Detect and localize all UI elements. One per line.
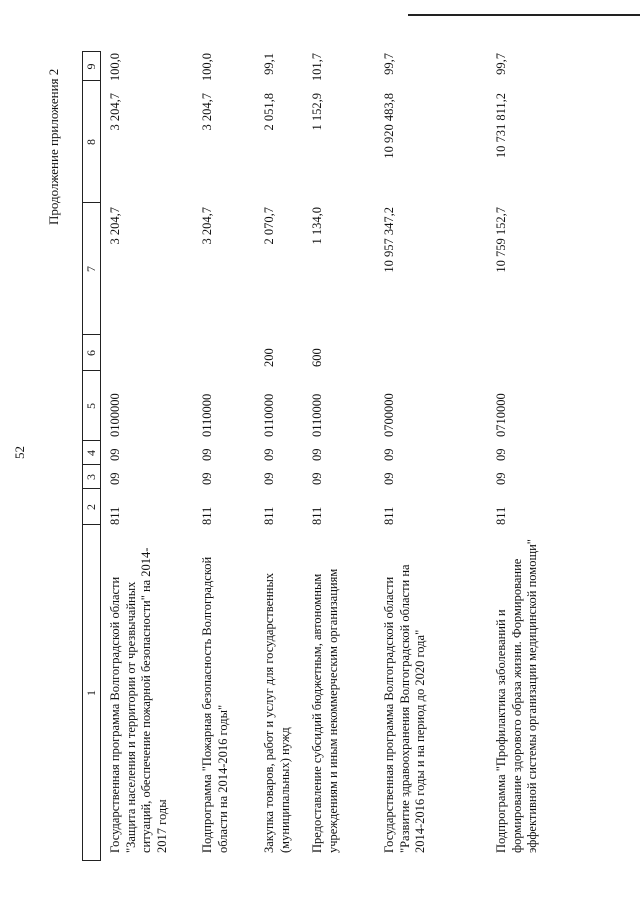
col-header: 9: [84, 63, 98, 70]
col-header: 2: [84, 504, 98, 510]
cell-c2: 811: [382, 506, 396, 525]
cell-c7: 3 204,7: [200, 207, 214, 245]
cell-c4: 09: [382, 448, 396, 461]
cell-c8: 2 051,8: [262, 93, 276, 131]
cell-c8: 10 731 811,2: [494, 93, 508, 159]
cell-c4: 09: [200, 448, 214, 461]
col-header: 8: [84, 139, 98, 145]
cell-c8: 10 920 483,8: [382, 93, 396, 159]
cell-c9: 99,7: [494, 53, 508, 75]
cell-c3: 09: [494, 472, 508, 485]
cell-c4: 09: [494, 448, 508, 461]
col-header: 3: [84, 474, 98, 480]
col-header: 4: [84, 450, 98, 456]
cell-c5: 0110000: [310, 393, 324, 437]
cell-c5: 0110000: [262, 393, 276, 437]
cell-c2: 811: [310, 506, 324, 525]
cell-c6: 200: [262, 348, 276, 367]
row-name: Подпрограмма "Профилактика заболеваний и формирование здорового образа жизни. Формирование эффективной системы организации медицинской помощи": [494, 539, 539, 853]
cell-c4: 09: [262, 448, 276, 461]
row-name: Государственная программа Волгоградской области "Развитие здравоохранения Волгоградской области на 2014-2016 годы и на период до 2020 года": [382, 564, 427, 853]
cell-c5: 0100000: [108, 393, 122, 437]
row-name: Предоставление субсидий бюджетным, автономным учреждениям и иным некоммерческим организациям: [310, 568, 340, 853]
cell-c3: 09: [382, 472, 396, 485]
cell-c9: 100,0: [200, 53, 214, 82]
cell-c2: 811: [494, 506, 508, 525]
cell-c6: 600: [310, 348, 324, 367]
cell-c8: 1 152,9: [310, 93, 324, 131]
cell-c3: 09: [200, 472, 214, 485]
cell-c5: 0700000: [382, 393, 396, 437]
page-number: 52: [12, 446, 27, 459]
cell-c7: 2 070,7: [262, 207, 276, 245]
continuation-note: Продолжение приложения 2: [46, 68, 61, 225]
cell-c5: 0710000: [494, 393, 508, 437]
cell-c2: 811: [108, 506, 122, 525]
row-name: Государственная программа Волгоградской области "Защита населения и территории от чрезвычайных ситуаций, обеспечение пожарной безопасности" на 2014-2017 годы: [108, 547, 169, 853]
cell-c4: 09: [310, 448, 324, 461]
cell-c4: 09: [108, 448, 122, 461]
cell-c9: 100,0: [108, 53, 122, 82]
cell-c5: 0110000: [200, 393, 214, 437]
cell-c7: 10 957 347,2: [382, 207, 396, 273]
cell-c9: 99,7: [382, 53, 396, 75]
row-name: Подпрограмма "Пожарная безопасность Волгоградской области на 2014-2016 годы": [200, 556, 230, 853]
cell-c7: 1 134,0: [310, 207, 324, 245]
cell-c7: 3 204,7: [108, 207, 122, 245]
cell-c3: 09: [310, 472, 324, 485]
header-bottom-rule: [100, 51, 101, 861]
report-table: [82, 51, 602, 861]
cell-c3: 09: [262, 472, 276, 485]
cell-c2: 811: [200, 506, 214, 525]
cell-c7: 10 759 152,7: [494, 207, 508, 273]
col-header: 5: [84, 403, 98, 409]
cell-c2: 811: [262, 506, 276, 525]
cell-c3: 09: [108, 472, 122, 485]
col-header: 7: [84, 266, 98, 272]
cell-c8: 3 204,7: [200, 93, 214, 131]
cell-c9: 99,1: [262, 53, 276, 75]
cell-c8: 3 204,7: [108, 93, 122, 131]
col-header: 6: [84, 350, 98, 356]
col-header: 1: [84, 690, 98, 696]
cell-c9: 101,7: [310, 53, 324, 82]
row-name: Закупка товаров, работ и услуг для государственных (муниципальных) нужд: [262, 572, 292, 853]
